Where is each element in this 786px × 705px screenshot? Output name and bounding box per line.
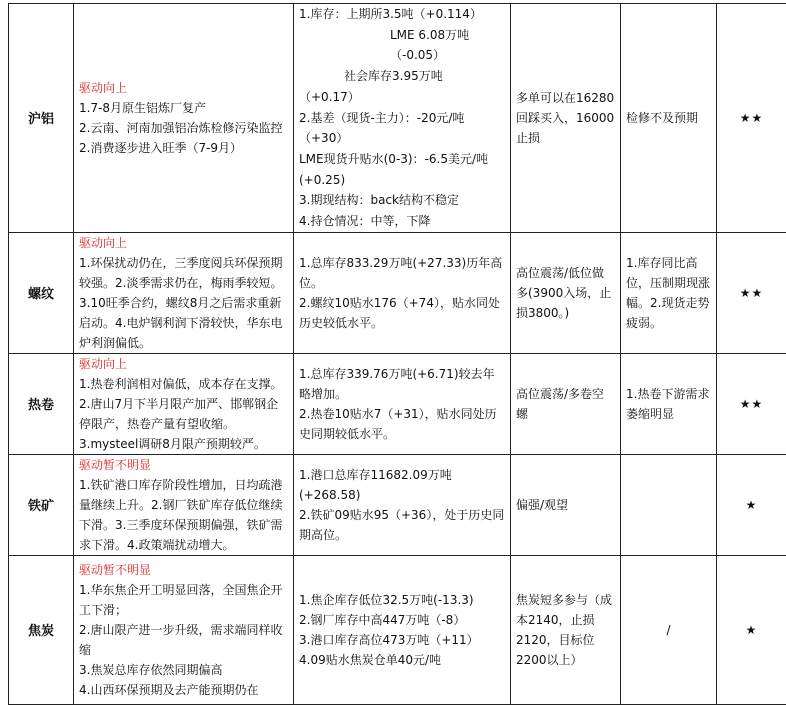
data-cell <box>294 353 511 454</box>
data-line: 1.焦企库存低位32.5万吨(-13.3) <box>294 590 510 610</box>
star-rating: ★★ <box>740 286 764 300</box>
strategy-cell <box>511 454 621 555</box>
strategy-cell <box>511 353 621 454</box>
data-line: 2.热卷10贴水7（+31），贴水同处历史同期较低水平。 <box>294 404 510 444</box>
driver-label: 驱动向上 <box>74 354 293 374</box>
strategy-text: 多单可以在16280回踩买入，16000止损 <box>511 88 620 148</box>
risk-text: 1.库存同比高位，压制期现涨幅。2.现货走势疲弱。 <box>621 253 716 333</box>
reason-line: 1.7-8月原生铝炼厂复产 <box>74 98 293 118</box>
risk-text: 1.热卷下游需求萎缩明显 <box>621 384 716 424</box>
data-line: LME 6.08万吨（-0.05） <box>294 25 510 66</box>
commodity-name: 焦炭 <box>28 624 54 639</box>
rating-cell <box>717 454 786 555</box>
commodity-name: 沪铝 <box>28 112 54 127</box>
table-row <box>9 4 786 233</box>
reason-line: 2.云南、河南加强铝冶炼检修污染监控 <box>74 118 293 138</box>
data-line: （+0.17） <box>294 87 510 108</box>
reason-line: 1.热卷利润相对偏低，成本存在支撑。2.唐山7月下半月限产加严、邯郸钢企停限产，热卷产量有望收缩。3.mysteel调研8月限产预期较严。 <box>74 374 293 454</box>
reason-line: 4.山西环保预期及去产能预期仍在 <box>74 680 293 700</box>
strategy-text: 焦炭短多参与（成本2140，止损2120，目标位2200以上） <box>511 590 620 670</box>
rating-cell <box>717 353 786 454</box>
risk-cell <box>621 555 717 704</box>
table-row <box>9 232 786 353</box>
commodity-name-cell <box>9 454 74 555</box>
table-row <box>9 353 786 454</box>
strategy-text: 高位震荡/低位做多(3900入场，止损3800。) <box>511 263 620 323</box>
data-line: 2.钢厂库存中高447万吨（-8） <box>294 610 510 630</box>
reason-line: 2.唐山限产进一步升级，需求端同样收缩 <box>74 620 293 660</box>
risk-cell <box>621 454 717 555</box>
commodity-name: 铁矿 <box>28 499 54 514</box>
data-line: 社会库存3.95万吨 <box>294 66 510 87</box>
data-line: 1.总库存833.29万吨(+27.33)历年高位。 <box>294 253 510 293</box>
driver-reason-cell <box>74 555 294 704</box>
reason-line: 1.铁矿港口库存阶段性增加，日均疏港量继续上升。2.钢厂铁矿库存低位继续下滑。3.三季度环保预期偏强，铁矿需求下滑。4.政策端扰动增大。 <box>74 475 293 555</box>
data-cell <box>294 454 511 555</box>
driver-label: 驱动暂不明显 <box>74 560 293 580</box>
commodity-name: 热卷 <box>28 398 54 413</box>
reason-line: 3.焦炭总库存依然同期偏高 <box>74 660 293 680</box>
data-cell <box>294 4 511 233</box>
risk-cell <box>621 4 717 233</box>
reason-line: 2.消费逐步进入旺季（7-9月） <box>74 138 293 158</box>
data-line: 4.09贴水焦炭仓单40元/吨 <box>294 650 510 670</box>
strategy-text: 偏强/观望 <box>511 495 620 515</box>
data-line: 1.库存：上期所3.5吨（+0.114） <box>294 4 510 25</box>
rating-cell <box>717 232 786 353</box>
data-line: 2.铁矿09贴水95（+36），处于历史同期高位。 <box>294 505 510 545</box>
data-line: 4.持仓情况：中等，下降 <box>294 211 510 232</box>
commodity-name-cell <box>9 353 74 454</box>
driver-label: 驱动向上 <box>74 78 293 98</box>
strategy-cell <box>511 232 621 353</box>
strategy-text: 高位震荡/多卷空螺 <box>511 384 620 424</box>
commodity-analysis-table <box>8 3 786 705</box>
data-cell <box>294 555 511 704</box>
strategy-cell <box>511 4 621 233</box>
table-row <box>9 555 786 704</box>
star-rating: ★★ <box>740 397 764 411</box>
risk-cell <box>621 232 717 353</box>
commodity-name-cell <box>9 232 74 353</box>
driver-label: 驱动向上 <box>74 233 293 253</box>
data-cell <box>294 232 511 353</box>
table-row <box>9 454 786 555</box>
data-line: 2.基差（现货-主力）：-20元/吨（+30） <box>294 108 510 149</box>
data-line: 1.港口总库存11682.09万吨(+268.58) <box>294 465 510 505</box>
star-rating: ★ <box>746 498 758 512</box>
data-line: 2.螺纹10贴水176（+74），贴水同处历史较低水平。 <box>294 293 510 333</box>
driver-reason-cell <box>74 353 294 454</box>
data-line: LME现货升贴水(0-3)：-6.5美元/吨(+0.25) <box>294 149 510 190</box>
reason-line: 1.环保扰动仍在，三季度阅兵环保预期较强。2.淡季需求仍在，梅雨季较短。3.10旺季合约，螺纹8月之后需求重新启动。4.电炉钢利润下滑较快，华东电炉利润偏低。 <box>74 253 293 353</box>
driver-label: 驱动暂不明显 <box>74 455 293 475</box>
commodity-name-cell <box>9 4 74 233</box>
risk-text: / <box>621 620 716 640</box>
commodity-name: 螺纹 <box>28 287 54 302</box>
data-line: 1.总库存339.76万吨(+6.71)较去年略增加。 <box>294 364 510 404</box>
driver-reason-cell <box>74 454 294 555</box>
strategy-cell <box>511 555 621 704</box>
risk-text: 检修不及预期 <box>621 108 716 128</box>
commodity-name-cell <box>9 555 74 704</box>
rating-cell <box>717 555 786 704</box>
rating-cell <box>717 4 786 233</box>
risk-cell <box>621 353 717 454</box>
data-line: 3.期现结构：back结构不稳定 <box>294 190 510 211</box>
star-rating: ★ <box>746 623 758 637</box>
star-rating: ★★ <box>740 111 764 125</box>
data-line: 3.港口库存高位473万吨（+11） <box>294 630 510 650</box>
driver-reason-cell <box>74 4 294 233</box>
reason-line: 1.华东焦企开工明显回落，全国焦企开工下滑； <box>74 580 293 620</box>
driver-reason-cell <box>74 232 294 353</box>
